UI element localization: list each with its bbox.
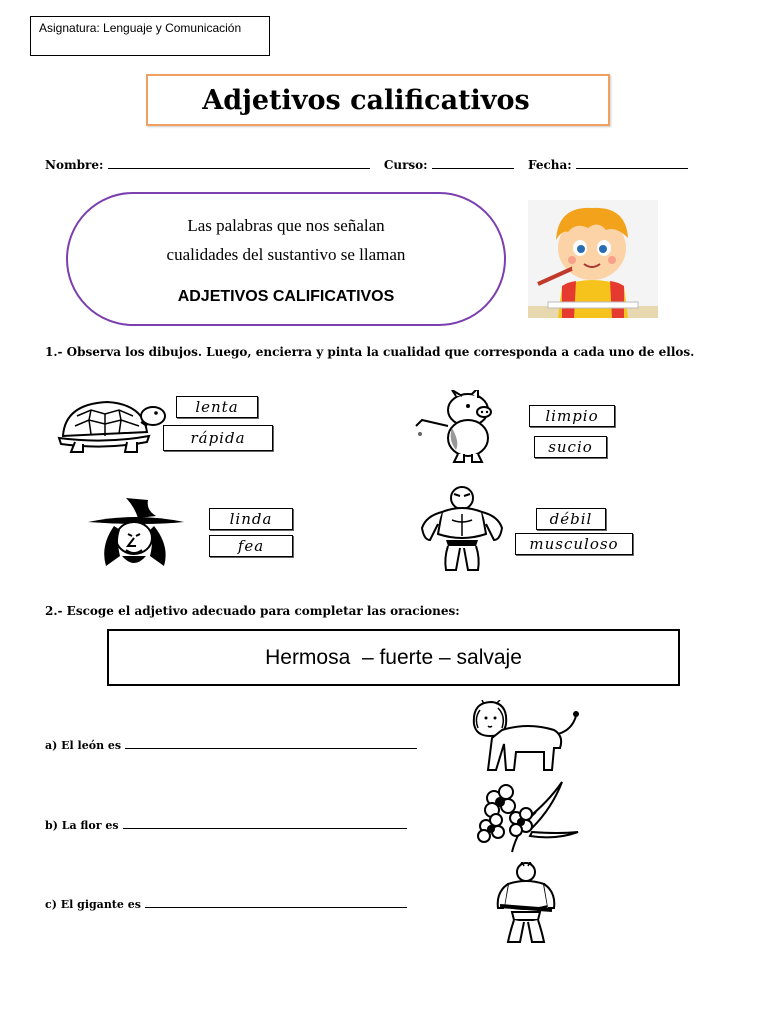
- lion-illustration: [468, 700, 580, 774]
- exercise-2-instruction: 2.- Escoge el adjetivo adecuado para completar las oraciones:: [45, 604, 460, 618]
- sentence-giant-label: c) El gigante es: [45, 898, 141, 911]
- option-sucio[interactable]: sucio: [534, 436, 607, 458]
- option-fea[interactable]: fea: [209, 535, 293, 557]
- pig-illustration: [408, 390, 500, 464]
- name-field[interactable]: [108, 157, 370, 169]
- sentence-lion-label: a) El león es: [45, 739, 122, 752]
- sentence-lion: [45, 738, 417, 752]
- definition-line-1: Las palabras que nos señalan: [187, 216, 385, 235]
- sentence-flower-label: b) La flor es: [45, 819, 119, 832]
- student-info-line: [45, 157, 705, 172]
- sentence-flower: [45, 818, 407, 832]
- exercise-1-instruction: 1.- Observa los dibujos. Luego, encierra y pinta la cualidad que corresponda a cada uno de ellos.: [45, 345, 695, 359]
- option-lenta[interactable]: lenta: [176, 396, 258, 418]
- adjective-options-box: [107, 629, 680, 686]
- sentence-lion-answer[interactable]: [125, 738, 417, 749]
- option-linda[interactable]: linda: [209, 508, 293, 530]
- definition-box: [66, 192, 506, 326]
- sentence-giant-answer[interactable]: [145, 897, 407, 908]
- course-field[interactable]: [432, 157, 514, 169]
- definition-line-2: cualidades del sustantivo se llaman: [166, 245, 406, 264]
- name-label: Nombre:: [45, 158, 104, 172]
- witch-illustration: [86, 496, 186, 570]
- course-label: Curso:: [383, 158, 428, 172]
- sentence-flower-answer[interactable]: [123, 818, 407, 829]
- page-title: Adjetivos calificativos: [202, 84, 530, 116]
- option-limpio[interactable]: limpio: [529, 405, 615, 427]
- strongman-illustration: [416, 484, 512, 572]
- definition-term: ADJETIVOS CALIFICATIVOS: [177, 288, 395, 305]
- date-field[interactable]: [576, 157, 688, 169]
- subject-label: Asignatura: Lenguaje y Comunicación: [39, 21, 242, 35]
- giant-illustration: [492, 862, 562, 944]
- option-rapida[interactable]: rápida: [163, 425, 273, 451]
- date-label: Fecha:: [528, 158, 572, 172]
- boy-writing-illustration: [528, 200, 658, 318]
- subject-box: [30, 16, 270, 56]
- adjective-options: Hermosa – fuerte – salvaje: [265, 645, 522, 669]
- option-debil[interactable]: débil: [536, 508, 606, 530]
- option-musculoso[interactable]: musculoso: [515, 533, 633, 555]
- title-box: [146, 74, 610, 126]
- sentence-giant: [45, 897, 407, 911]
- turtle-illustration: [55, 396, 167, 454]
- flower-illustration: [472, 778, 580, 856]
